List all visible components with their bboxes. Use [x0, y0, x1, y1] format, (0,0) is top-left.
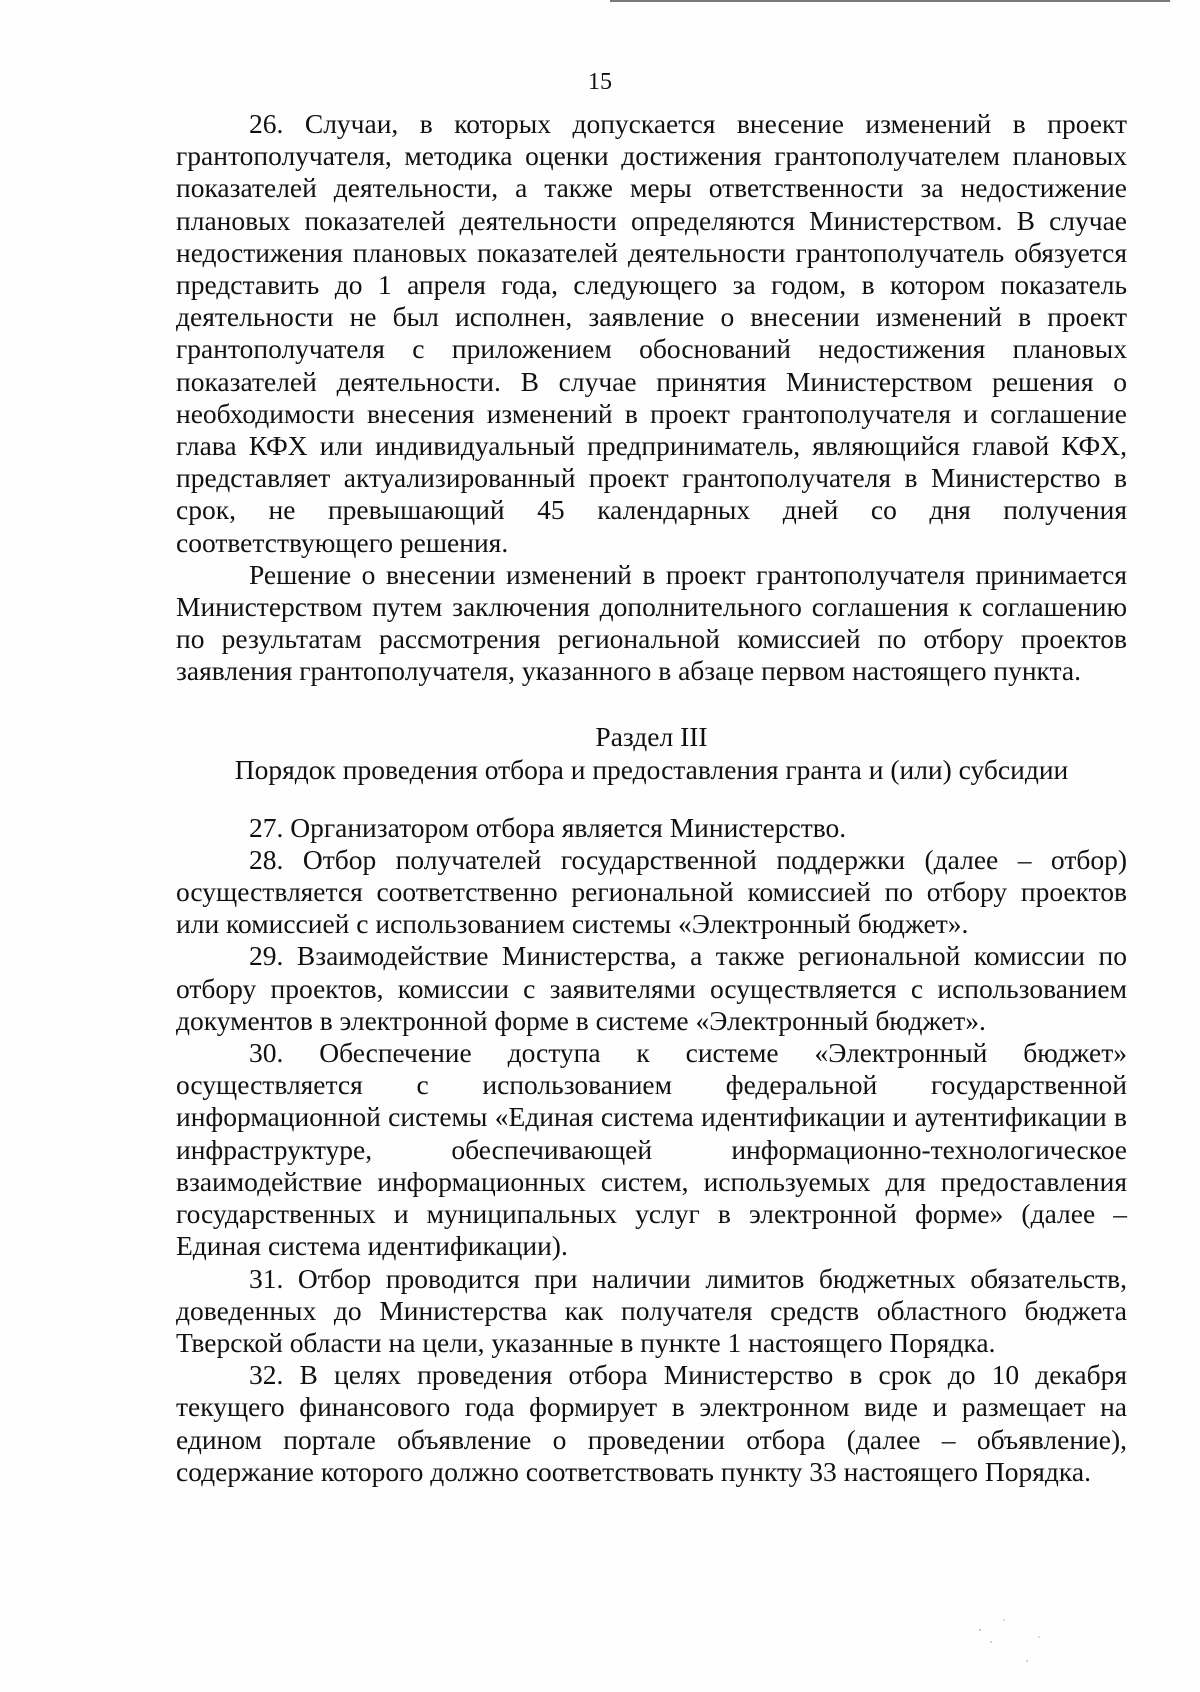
- document-body: [176, 108, 1127, 1488]
- section-title: Порядок проведения отбора и предоставления гранта и (или) субсидии: [234, 753, 1069, 785]
- section-number: Раздел III: [595, 720, 708, 752]
- section-spacing-top: [176, 688, 1127, 720]
- paragraph-28: 28. Отбор получателей государственной поддержки (далее – отбор) осуществляется соответственно региональной комиссией по отбору проектов или комиссией с использованием системы «Электронный бюджет».: [176, 843, 1127, 940]
- scan-specks: [960, 1560, 1060, 1680]
- paragraph-31: 31. Отбор проводится при наличии лимитов бюджетных обязательств, доведенных до Министерства как получателя средств областного бюджета Тверской области на цели, указанные в пункте 1 настоящего Порядка.: [176, 1262, 1127, 1358]
- paragraph-30: 30. Обеспечение доступа к системе «Электронный бюджет» осуществляется с использованием федеральной государственной информационной системы «Единая система идентификации и аутентификации в инфраструктуре, обеспечивающей информационно-технологическое взаимодействие информационных систем, используемых для предоставления государственных и муниципальных услуг в электронной форме» (далее – Единая система идентификации).: [176, 1037, 1127, 1262]
- paragraph-27: 27. Организатором отбора является Министерство.: [249, 811, 847, 843]
- paragraph-29: 29. Взаимодействие Министерства, а также региональной комиссии по отбору проектов, комиссии с заявителями осуществляется с использованием документов в электронной форме в системе «Электронный бюджет».: [176, 940, 1127, 1036]
- section-spacing-bottom: [176, 786, 1127, 812]
- paragraph-26: 26. Случаи, в которых допускается внесение изменений в проект грантополучателя, методика оценки достижения грантополучателем плановых показателей деятельности, а также меры ответственности за недостижение плановых показателей деятельности определяются Министерством. В случае недостижения плановых показателей деятельности грантополучатель обязуется представить до 1 апреля года, следующего за годом, в котором показатель деятельности не был исполнен, заявление о внесении изменений в проект грантополучателя с приложением обоснований недостижения плановых показателей деятельности. В случае принятия Министерством решения о необходимости внесения изменений в проект грантополучателя и соглашение глава КФХ или индивидуальный предприниматель, являющийся главой КФХ, представляет актуализированный проект грантополучателя в Министерство в срок, не превышающий 45 календарных дней со дня получения соответствующего решения.: [176, 108, 1127, 558]
- page-number: 15: [588, 69, 612, 95]
- top-border-line: [610, 0, 1170, 2]
- paragraph-26-decision: Решение о внесении изменений в проект грантополучателя принимается Министерством путем заключения дополнительного соглашения к соглашению по результатам рассмотрения региональной комиссией по отбору проектов заявления грантополучателя, указанного в абзаце первом настоящего пункта.: [176, 558, 1127, 687]
- paragraph-32: 32. В целях проведения отбора Министерство в срок до 10 декабря текущего финансового года формирует в электронном виде и размещает на едином портале объявление о проведении отбора (далее – объявление), содержание которого должно соответствовать пункту 33 настоящего Порядка.: [176, 1359, 1127, 1487]
